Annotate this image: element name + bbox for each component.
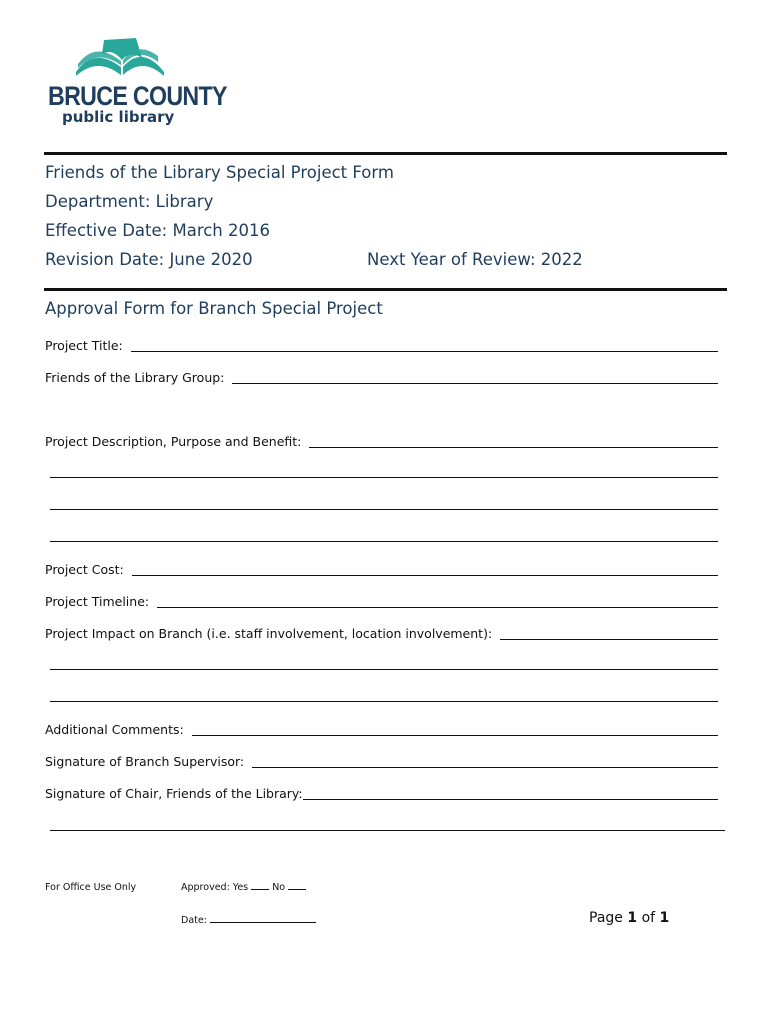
timeline-label: Project Timeline:	[45, 594, 150, 609]
revision-date: Revision Date: June 2020	[45, 250, 253, 269]
approved-yes-line[interactable]	[251, 889, 269, 890]
header-bottom-rule	[44, 288, 727, 291]
impact-line-2[interactable]	[50, 669, 718, 670]
timeline-line[interactable]	[157, 607, 718, 608]
project-title-line[interactable]	[131, 351, 718, 352]
supervisor-signature-field[interactable]	[45, 750, 718, 770]
logo-subtitle: public library	[62, 108, 175, 126]
impact-line[interactable]	[500, 639, 718, 640]
page-word: Page	[589, 910, 623, 926]
comments-line[interactable]	[192, 735, 718, 736]
office-use-label: For Office Use Only	[45, 882, 137, 893]
form-title: Friends of the Library Special Project Form	[45, 163, 394, 182]
description-line-4[interactable]	[50, 541, 718, 542]
comments-field[interactable]	[45, 718, 718, 738]
description-field[interactable]	[45, 430, 718, 450]
chair-signature-line[interactable]	[303, 799, 718, 800]
description-line-2[interactable]	[50, 477, 718, 478]
cost-line[interactable]	[132, 575, 718, 576]
supervisor-signature-label: Signature of Branch Supervisor:	[45, 754, 245, 769]
date-line[interactable]	[210, 922, 316, 923]
office-divider	[50, 830, 725, 831]
impact-line-3[interactable]	[50, 701, 718, 702]
department: Department: Library	[45, 192, 214, 211]
approved-yes-label: Approved: Yes	[181, 882, 249, 893]
description-line-3[interactable]	[50, 509, 718, 510]
description-line[interactable]	[309, 447, 718, 448]
page-total: 1	[659, 910, 670, 926]
project-title-field[interactable]	[45, 334, 718, 354]
next-review: Next Year of Review: 2022	[367, 250, 583, 269]
description-label: Project Description, Purpose and Benefit:	[45, 434, 302, 449]
date-row	[181, 915, 316, 926]
timeline-field[interactable]	[45, 590, 718, 610]
cost-label: Project Cost:	[45, 562, 124, 577]
approval-row	[181, 882, 306, 893]
approved-no-label: No	[272, 882, 286, 893]
cost-field[interactable]	[45, 558, 718, 578]
page-indicator	[589, 910, 669, 926]
comments-label: Additional Comments:	[45, 722, 184, 737]
friends-group-line[interactable]	[232, 383, 718, 384]
chair-signature-label: Signature of Chair, Friends of the Library:	[45, 786, 303, 801]
friends-group-label: Friends of the Library Group:	[45, 370, 225, 385]
approved-no-line[interactable]	[288, 889, 306, 890]
friends-group-field[interactable]	[45, 366, 718, 386]
chair-signature-field[interactable]	[45, 782, 718, 802]
page-current: 1	[627, 910, 638, 926]
section-title: Approval Form for Branch Special Project	[45, 299, 383, 318]
impact-label: Project Impact on Branch (i.e. staff involvement, location involvement):	[45, 626, 493, 641]
date-label: Date:	[181, 915, 207, 926]
page-of: of	[641, 910, 656, 926]
project-title-label: Project Title:	[45, 338, 123, 353]
supervisor-signature-line[interactable]	[252, 767, 718, 768]
header-top-rule	[44, 152, 727, 155]
impact-field[interactable]	[45, 622, 718, 642]
effective-date: Effective Date: March 2016	[45, 221, 271, 240]
logo-title: BRUCE COUNTY	[48, 81, 227, 111]
